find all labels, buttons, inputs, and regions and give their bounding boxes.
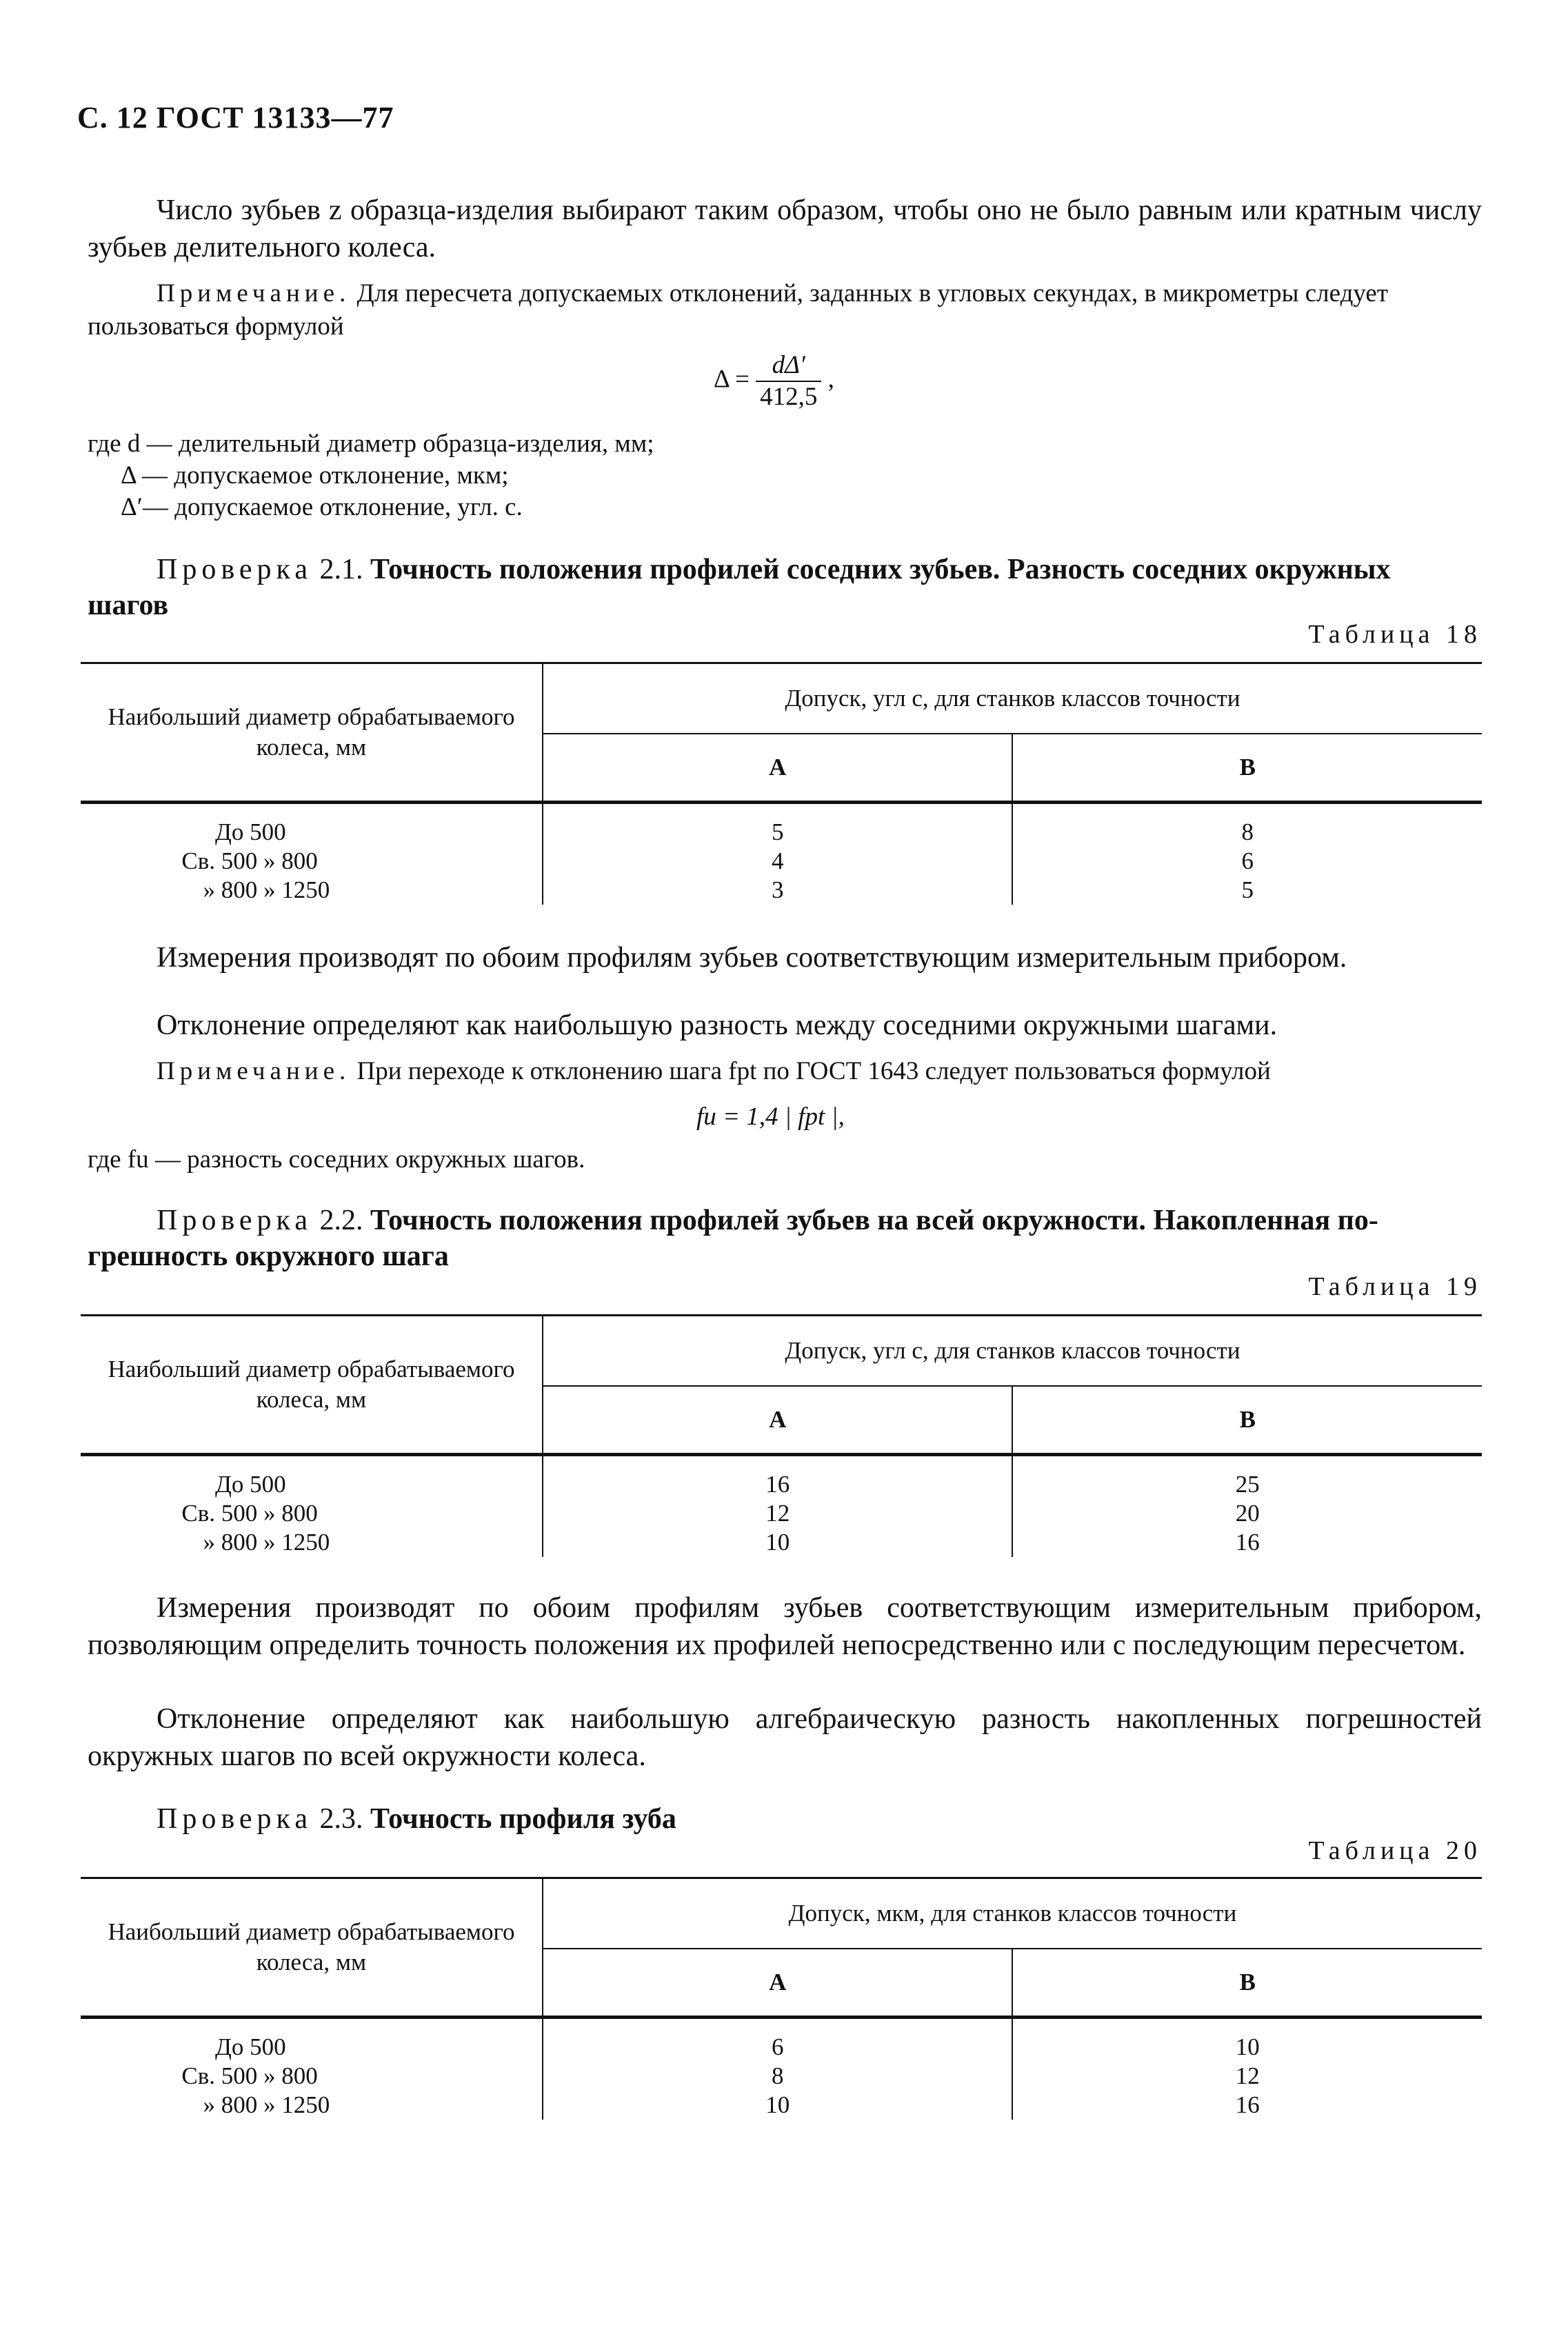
check-2-1-title	[88, 552, 1482, 623]
diameter-cell: » 800 » 1250	[81, 1528, 543, 1557]
check-2-1-para-1: Измерения производят по обоим профилям зубьев соответствующим измерительным прибором.	[157, 942, 1347, 974]
check-label: Проверка	[157, 1803, 312, 1835]
check-label: Проверка	[157, 1205, 312, 1236]
head-diameter: Наибольший диаметр обрабатываемого колеса, мм	[81, 1878, 543, 2018]
table-row	[81, 2062, 1482, 2091]
class-b-cell: 16	[1235, 1529, 1260, 1556]
class-a-cell: 10	[543, 2091, 1013, 2120]
class-b-cell: 8	[1241, 818, 1254, 845]
check-2-1-formula: fu = 1,4 | fpt |,	[696, 1103, 845, 1131]
class-b-cell: 20	[1235, 1500, 1260, 1527]
class-b-cell: 25	[1235, 1471, 1260, 1498]
table-row	[81, 1499, 1482, 1528]
check-2-3-title	[157, 1801, 1482, 1837]
head-diameter: Наибольший диаметр обрабатываемого колеса, мм	[81, 1316, 543, 1455]
head-class-b: В	[1239, 754, 1256, 781]
head-tolerance-group: Допуск, угл с, для станков классов точности	[543, 663, 1482, 734]
check-2-1-legend: где fu — разность соседних окружных шагов.	[88, 1145, 585, 1174]
diameter-cell: До 500	[81, 818, 543, 847]
table-18	[81, 662, 1482, 905]
class-a-cell: 5	[543, 818, 1013, 847]
class-a-cell: 16	[543, 1470, 1013, 1499]
check-2-1-note	[88, 1055, 1482, 1088]
table-row	[81, 818, 1482, 847]
check-2-2-para-1: Измерения производят по обоим профилям зубьев соответствующим измерительным прибором, позволяющим определить точность положения их профилей непосредственно или с последующим пересчетом.	[88, 1592, 1482, 1661]
table-row	[81, 1528, 1482, 1557]
class-a-cell: 3	[543, 876, 1013, 905]
check-label: Проверка	[157, 554, 312, 585]
intro-paragraph: Число зубьев z образца-изделия выбирают таким образом, чтобы оно не было равным или кратным числу зубьев делительного колеса.	[88, 194, 1482, 263]
class-a-cell: 4	[543, 847, 1013, 876]
class-b-cell: 6	[1241, 847, 1254, 874]
class-a-cell: 6	[543, 2033, 1013, 2062]
check-2-1-para-2: Отклонение определяют как наибольшую разность между соседними окружными шагами.	[157, 1009, 1278, 1041]
formula-tail: ,	[827, 365, 834, 394]
note-text: Для пересчета допускаемых отклонений, заданных в угловых секундах, в микрометры следует пользоваться формулой	[88, 279, 1389, 341]
diameter-cell: » 800 » 1250	[81, 876, 543, 905]
class-a-cell: 10	[543, 1528, 1013, 1557]
note-label: Примечание.	[157, 1057, 351, 1085]
formula-denominator: 412,5	[760, 383, 818, 411]
note-label: Примечание.	[157, 279, 351, 308]
diameter-cell: До 500	[81, 2033, 543, 2062]
table-20	[81, 1877, 1482, 2120]
class-b-cell: 5	[1241, 876, 1254, 903]
head-tolerance-group: Допуск, угл с, для станков классов точности	[543, 1316, 1482, 1387]
legend-line-2: Δ — допускаемое отклонение, мкм;	[121, 461, 509, 490]
formula-fraction	[756, 350, 821, 412]
check-2-2-para-2: Отклонение определяют как наибольшую алгебраическую разность накопленных погрешностей окружных шагов по всей окружности колеса.	[88, 1703, 1482, 1772]
check-number: 2.2.	[319, 1205, 363, 1236]
legend-line-1: где d — делительный диаметр образца-изделия, мм;	[88, 430, 654, 458]
table-18-caption: Таблица 18	[1308, 620, 1482, 649]
head-diameter: Наибольший диаметр обрабатываемого колеса, мм	[81, 663, 543, 803]
diameter-cell: Св. 500 » 800	[81, 1499, 543, 1528]
table-20-caption: Таблица 20	[1308, 1836, 1482, 1865]
head-class-a: А	[543, 1386, 1013, 1455]
head-class-b: В	[1239, 1969, 1256, 1996]
table-row	[81, 1470, 1482, 1499]
check-number: 2.1.	[319, 554, 363, 585]
head-class-a: А	[543, 1949, 1013, 2018]
check-title-line2: грешность окружного шага	[88, 1240, 449, 1272]
table-row	[81, 876, 1482, 905]
check-number: 2.3.	[319, 1803, 363, 1835]
legend-line-3: Δ′— допускаемое отклонение, угл. с.	[121, 493, 523, 521]
formula-numerator: dΔ′	[756, 350, 821, 382]
check-title-line2: шагов	[88, 590, 169, 621]
check-title-line1: Точность положения профилей зубьев на всей окружности. Накопленная по-	[370, 1205, 1378, 1236]
table-row	[81, 847, 1482, 876]
head-tolerance-group: Допуск, мкм, для станков классов точности	[543, 1878, 1482, 1949]
page-header: С. 12 ГОСТ 13133—77	[77, 101, 394, 134]
check-title-line1: Точность профиля зуба	[370, 1803, 676, 1835]
table-row	[81, 2091, 1482, 2120]
class-a-cell: 12	[543, 1499, 1013, 1528]
table-19-caption: Таблица 19	[1308, 1272, 1482, 1301]
note-text: При переходе к отклонению шага fpt по ГОСТ 1643 следует пользоваться формулой	[356, 1057, 1271, 1085]
table-19	[81, 1314, 1482, 1557]
diameter-cell: До 500	[81, 1470, 543, 1499]
diameter-cell: » 800 » 1250	[81, 2091, 543, 2120]
formula-lhs: Δ =	[714, 365, 750, 394]
table-row	[81, 2033, 1482, 2062]
intro-note	[88, 277, 1482, 343]
head-class-b: В	[1239, 1406, 1256, 1433]
class-b-cell: 12	[1235, 2062, 1260, 2089]
diameter-cell: Св. 500 » 800	[81, 2062, 543, 2091]
check-2-2-title	[88, 1203, 1482, 1274]
head-class-a: А	[543, 734, 1013, 803]
check-title-line1: Точность положения профилей соседних зубьев. Разность соседних окружных	[370, 554, 1391, 585]
class-b-cell: 10	[1235, 2033, 1260, 2060]
diameter-cell: Св. 500 » 800	[81, 847, 543, 876]
class-b-cell: 16	[1235, 2091, 1260, 2118]
class-a-cell: 8	[543, 2062, 1013, 2091]
intro-formula	[714, 350, 834, 412]
